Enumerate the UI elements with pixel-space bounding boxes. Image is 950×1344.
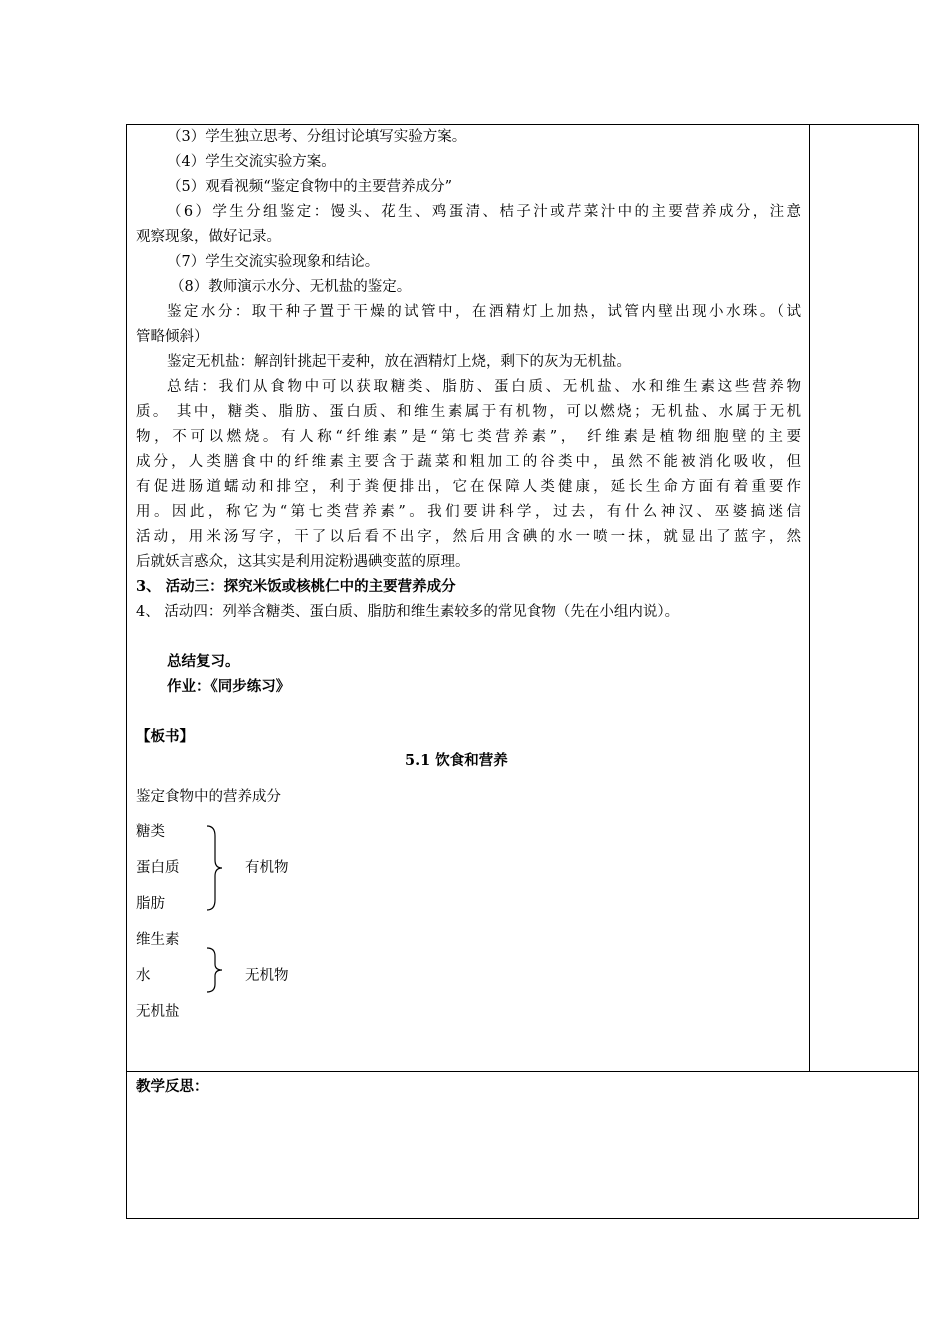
summary-paragraph: 活动，用米汤写字，干了以后看不出字，然后用含碘的水一喷一抹，就显出了蓝字，然	[136, 529, 801, 545]
organic-label: 有机物	[245, 860, 289, 876]
summary-paragraph: 物，不可以燃烧。有人称“纤维素”是“第七类营养素”， 纤维素是植物细胞壁的主要	[136, 429, 801, 445]
inorganic-item: 无机盐	[136, 1004, 180, 1020]
organic-item: 蛋白质	[136, 860, 180, 876]
summary-paragraph: 用。因此，称它为“第七类营养素”。我们要讲科学，过去，有什么神汉、巫婆搞迷信	[136, 504, 801, 520]
summary-paragraph: 有促进肠道蠕动和排空，利于粪便排出，它在保障人类健康，延长生命方面有着重要作	[136, 479, 801, 495]
board-title: 5.1 饮食和营养	[405, 752, 508, 769]
board-heading: 【板书】	[136, 728, 194, 745]
step-6: （6）学生分组鉴定：馒头、花生、鸡蛋清、桔子汁或芹菜汁中的主要营养成分，注意	[167, 204, 801, 220]
organic-item: 糖类	[136, 824, 165, 840]
inorganic-item: 维生素	[136, 932, 180, 948]
step-5: （5）观看视频“鉴定食物中的主要营养成分”	[167, 179, 453, 195]
step-7: （7）学生交流实验现象和结论。	[167, 254, 380, 270]
summary-paragraph: 总结：我们从食物中可以获取糖类、脂肪、蛋白质、无机盐、水和维生素这些营养物	[167, 379, 801, 395]
inorganic-item: 水	[136, 968, 151, 984]
homework-label: 作业：《同步练习》	[167, 678, 291, 695]
board-subtitle: 鉴定食物中的营养成分	[136, 789, 281, 805]
reflection-row-divider	[126, 1071, 919, 1072]
inorganic-brace-icon	[201, 946, 225, 994]
activity-4: 4、 活动四：列举含糖类、蛋白质、脂肪和维生素较多的常见食物（先在小组内说）。	[136, 604, 680, 620]
review-label: 总结复习。	[167, 653, 240, 670]
summary-paragraph: 后就妖言惑众，这其实是利用淀粉遇碘变蓝的原理。	[136, 554, 470, 570]
inorganic-label: 无机物	[245, 968, 289, 984]
summary-paragraph: 质。 其中，糖类、脂肪、蛋白质、和维生素属于有机物，可以燃烧；无机盐、水属于无机	[136, 404, 801, 420]
notes-column-divider	[809, 124, 810, 1072]
water-test-cont: 管略倾斜）	[136, 329, 209, 345]
water-test: 鉴定水分：取干种子置于干燥的试管中，在酒精灯上加热，试管内壁出现小水珠。（试	[167, 304, 801, 320]
step-8: （8）教师演示水分、无机盐的鉴定。	[170, 279, 412, 295]
step-4: （4）学生交流实验方案。	[167, 154, 336, 170]
organic-brace-icon	[201, 824, 225, 912]
step-6-cont: 观察现象，做好记录。	[136, 229, 281, 245]
organic-item: 脂肪	[136, 896, 165, 912]
reflection-label: 教学反思：	[136, 1078, 209, 1095]
summary-paragraph: 成分，人类膳食中的纤维素主要含于蔬菜和粗加工的谷类中，虽然不能被消化吸收，但	[136, 454, 801, 470]
step-3: （3）学生独立思考、分组讨论填写实验方案。	[167, 129, 467, 145]
salt-test: 鉴定无机盐：解剖针挑起干麦种，放在酒精灯上烧，剩下的灰为无机盐。	[167, 354, 631, 370]
activity-3: 3、 活动三：探究米饭或核桃仁中的主要营养成分	[136, 578, 456, 595]
